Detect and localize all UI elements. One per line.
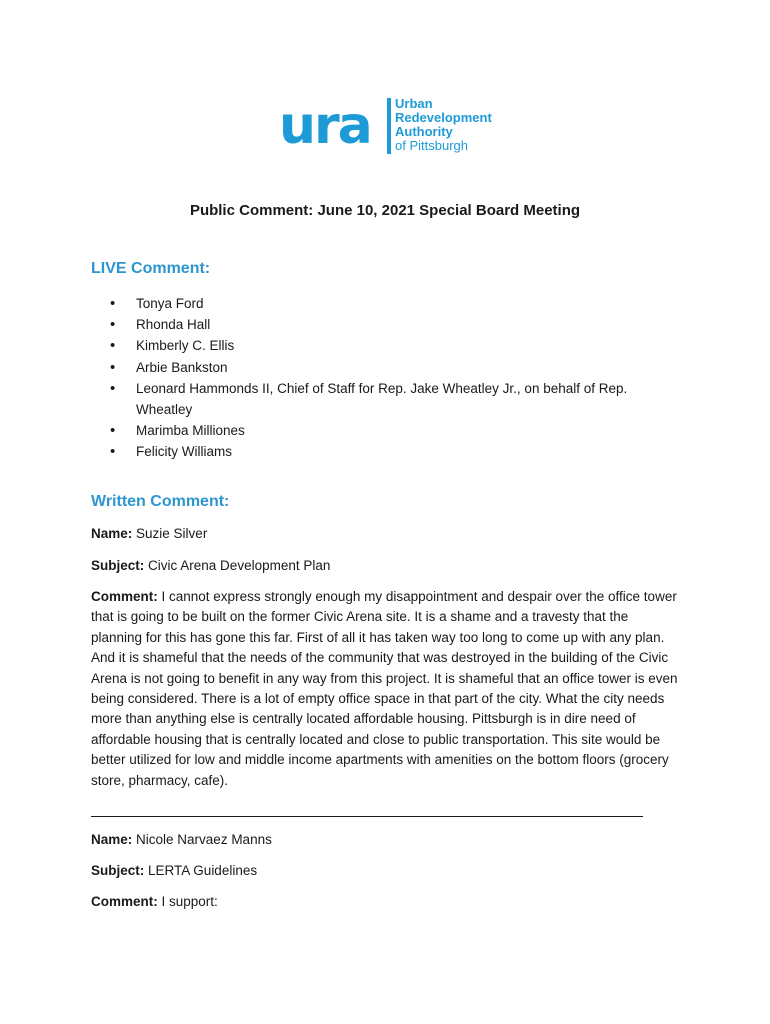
list-item: • Felicity Williams	[110, 441, 670, 462]
logo-organization-name	[395, 97, 492, 153]
list-item: • Rhonda Hall	[110, 314, 670, 335]
logo-line-4: of Pittsburgh	[395, 138, 468, 153]
list-item: • Marimba Milliones	[110, 420, 670, 441]
logo-divider-bar	[387, 98, 391, 154]
logo-line-2: Redevelopment	[395, 110, 492, 125]
list-item: • Arbie Bankston	[110, 357, 670, 378]
subject-value: LERTA Guidelines	[148, 863, 258, 878]
entry-2-subject	[91, 861, 681, 881]
name-label: Name:	[91, 526, 133, 541]
entry-2-name	[91, 830, 681, 850]
written-comment-heading: Written Comment:	[91, 493, 230, 510]
entry-2-comment	[91, 892, 681, 912]
comment-label: Comment:	[91, 589, 158, 604]
list-item: • Leonard Hammonds II, Chief of Staff for Rep. Jake Wheatley Jr., on behalf of Rep. Wheatley	[110, 378, 670, 420]
live-commenters-list	[110, 293, 670, 463]
entry-separator-line	[91, 816, 643, 817]
logo-wordmark: ura	[279, 96, 371, 156]
ura-logo	[279, 96, 499, 158]
name-label: Name:	[91, 832, 133, 847]
name-value: Suzie Silver	[136, 526, 208, 541]
subject-label: Subject:	[91, 863, 145, 878]
list-item: • Tonya Ford	[110, 293, 670, 314]
subject-label: Subject:	[91, 558, 145, 573]
comment-text: I support:	[161, 894, 218, 909]
comment-label: Comment:	[91, 894, 158, 909]
entry-1-subject	[91, 556, 681, 576]
comment-text: I cannot express strongly enough my disappointment and despair over the office tower that is going to be built on the former Civic Arena site. It is a shame and a travesty that the planning for this has gone this far. First of all it has taken way too long to come up with any plan. And it is shameful that the needs of the community that was destroyed in the building of the Civic Arena is not going to benefit in any way from this project. It is shameful that an office tower is even being considered. There is a lot of empty office space in that part of the city. What the city needs more than anything else is centrally located affordable housing. Pittsburgh is in dire need of affordable housing that is centrally located and close to public transportation. This site would be better utilized for low and middle income apartments with amenities on the bottom floors (grocery store, pharmacy, cafe).	[91, 589, 678, 788]
logo-line-3: Authority	[395, 124, 453, 139]
entry-1-comment	[91, 587, 681, 791]
subject-value: Civic Arena Development Plan	[148, 558, 331, 573]
logo-line-1: Urban	[395, 96, 433, 111]
list-item: • Kimberly C. Ellis	[110, 335, 670, 356]
name-value: Nicole Narvaez Manns	[136, 832, 272, 847]
entry-1-name	[91, 524, 681, 544]
document-title: Public Comment: June 10, 2021 Special Board Meeting	[189, 202, 581, 219]
live-comment-heading: LIVE Comment:	[91, 260, 211, 277]
